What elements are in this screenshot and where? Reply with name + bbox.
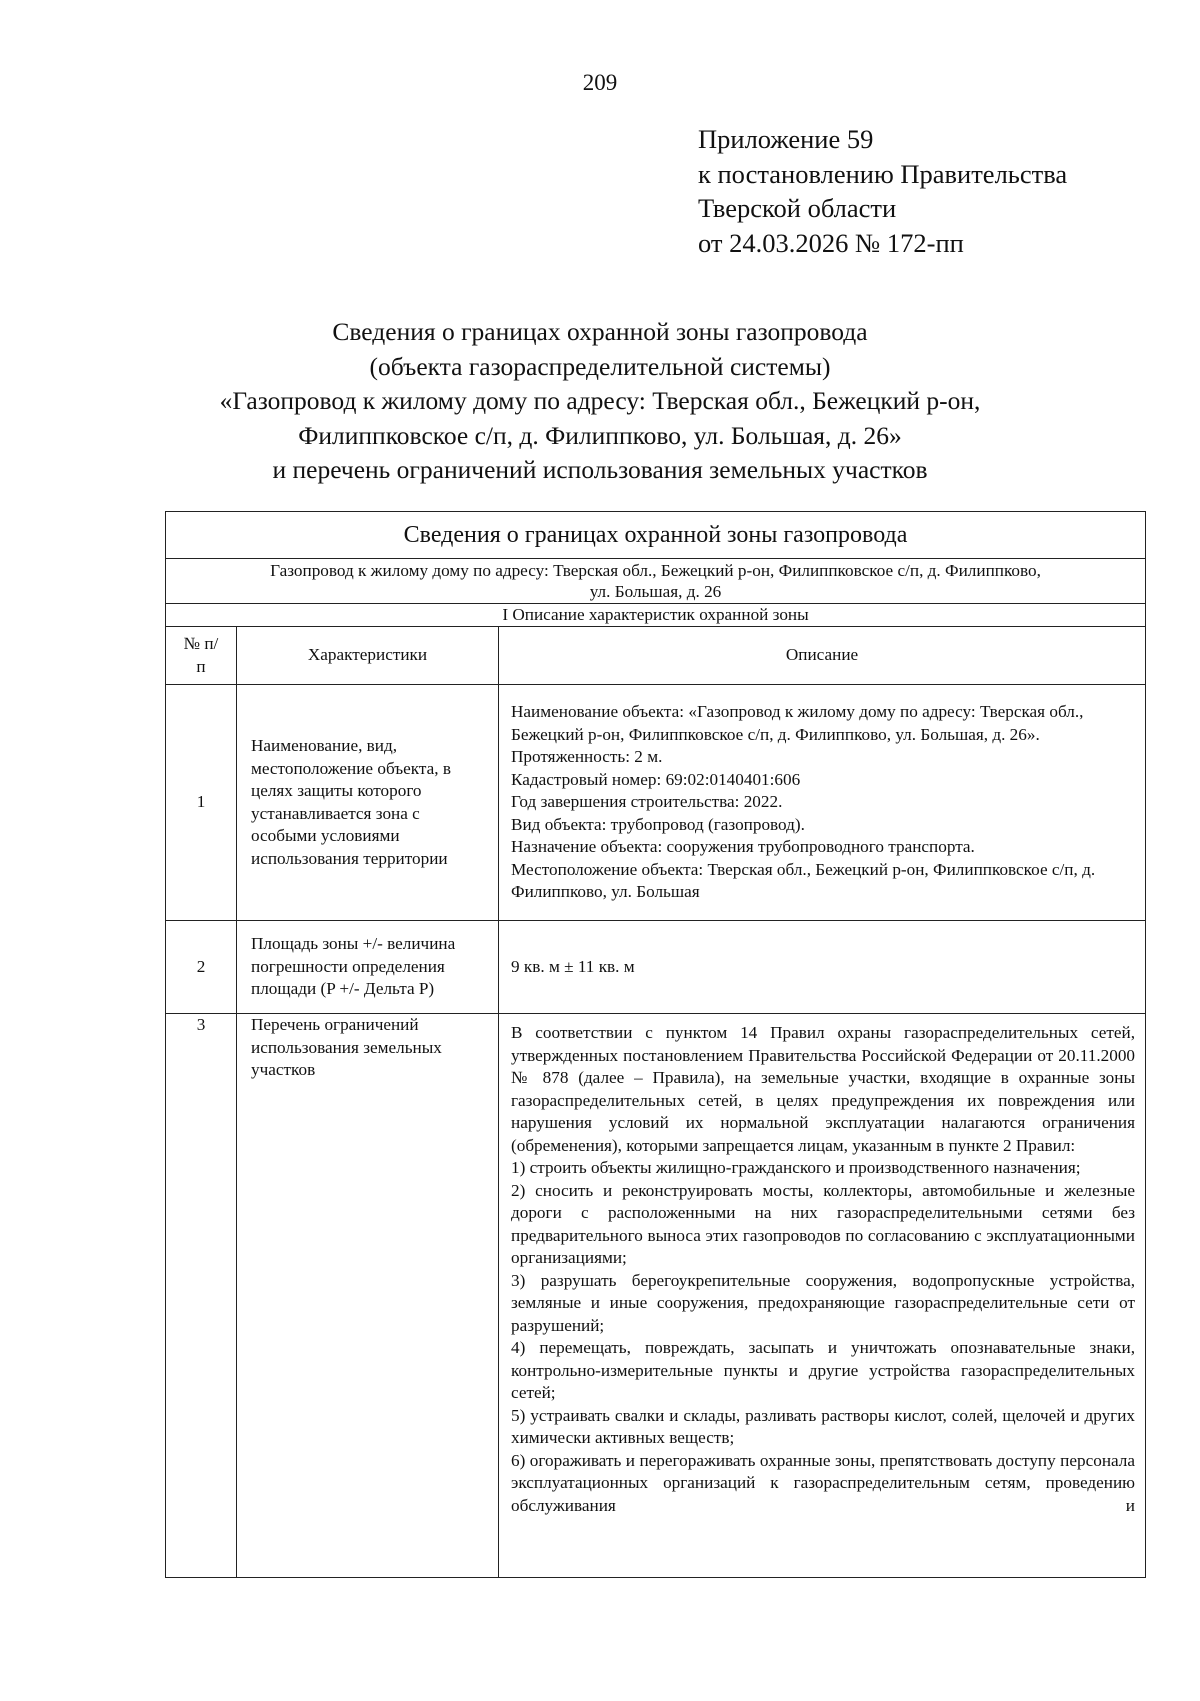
description-line: Протяженность: 2 м.: [511, 747, 663, 767]
title-line: «Газопровод к жилому дому по адресу: Тверская обл., Бежецкий р-он,: [219, 386, 981, 415]
object-name-line: ул. Большая, д. 26: [589, 582, 722, 601]
page-number: 209: [582, 70, 618, 95]
column-header-characteristics: Характеристики: [237, 627, 499, 685]
description-line: Вид объекта: трубопровод (газопровод).: [511, 814, 805, 834]
description-line: Кадастровый номер: 69:02:0140401:606: [511, 769, 801, 789]
row-number: 3: [166, 1014, 237, 1578]
object-name-line: Газопровод к жилому дому по адресу: Тверская обл., Бежецкий р-он, Филиппковское с/п, д. Филиппково,: [270, 561, 1041, 580]
row-description: [499, 1014, 1146, 1578]
description-line: Год завершения строительства: 2022.: [511, 792, 783, 812]
restriction-intro: В соответствии с пунктом 14 Правил охраны газораспределительных сетей, утвержденных постановлением Правительства Российской Федерации от 20.11.2000 № 878 (далее – Правила), на земельные участки, входящие в охранные зоны газораспределительных сетей, в целях предупреждения их повреждения или нарушения условий их нормальной эксплуатации налагаются ограничения (обременения), которыми запрещается лицам, указанным в пункте 2 Правил:: [511, 1023, 1136, 1155]
row-characteristic: Площадь зоны +/- величина погрешности определения площади (P +/- Дельта P): [237, 921, 499, 1014]
row-description: 9 кв. м ± 11 кв. м: [499, 921, 1146, 1014]
table-row: [166, 921, 1146, 1014]
document-title: [0, 315, 1200, 488]
row-number: 2: [166, 921, 237, 1014]
row-description: [499, 685, 1146, 921]
description-line: Наименование объекта: «Газопровод к жилому дому по адресу: Тверская обл., Бежецкий р-он, Филиппковское с/п, д. Филиппково, ул. Большая, д. 26».: [511, 702, 1084, 744]
table-row: [166, 685, 1146, 921]
section-title: I Описание характеристик охранной зоны: [166, 604, 1146, 627]
restriction-item: 4) перемещать, повреждать, засыпать и уничтожать опознавательные знаки, контрольно-измерительные пункты и другие устройства газораспределительных сетей;: [511, 1338, 1136, 1402]
restriction-item: 2) сносить и реконструировать мосты, коллекторы, автомобильные и железные дороги с расположенными на них газораспределительными сетями без предварительного выноса этих газопроводов по согласованию с эксплуатационными организациями;: [511, 1180, 1136, 1267]
restriction-item: 1) строить объекты жилищно-гражданского и производственного назначения;: [511, 1158, 1081, 1177]
title-line: и перечень ограничений использования земельных участков: [272, 455, 928, 484]
title-line: Сведения о границах охранной зоны газопровода: [332, 317, 868, 346]
section-row: [166, 604, 1146, 627]
table-row: [166, 1014, 1146, 1578]
object-name-cell: [166, 559, 1146, 604]
column-header-row: [166, 627, 1146, 685]
restriction-item: 5) устраивать свалки и склады, разливать растворы кислот, солей, щелочей и других химически активных веществ;: [511, 1405, 1136, 1447]
row-characteristic: Перечень ограничений использования земельных участков: [237, 1014, 499, 1578]
appendix-line: к постановлению Правительства: [698, 158, 1068, 189]
table-heading: Сведения о границах охранной зоны газопровода: [166, 512, 1146, 559]
column-header-description: Описание: [499, 627, 1146, 685]
appendix-line: Приложение 59: [698, 124, 874, 154]
appendix-line: от 24.03.2026 № 172-пп: [698, 227, 964, 258]
restriction-item: 3) разрушать берегоукрепительные сооружения, водопропускные устройства, земляные и иные сооружения, предохраняющие газораспределительные сети от разрушений;: [511, 1270, 1136, 1335]
table-heading-row: [166, 512, 1146, 559]
row-number: 1: [166, 685, 237, 921]
appendix-line: Тверской области: [698, 193, 897, 223]
description-line: Назначение объекта: сооружения трубопроводного транспорта.: [511, 837, 975, 857]
row-characteristic: Наименование, вид, местоположение объекта, в целях защиты которого устанавливается зона с особыми условиями использования территории: [237, 685, 499, 921]
column-header-number: № п/п: [166, 627, 237, 685]
title-line: Филиппковское с/п, д. Филиппково, ул. Большая, д. 26»: [298, 420, 902, 450]
title-line: (объекта газораспределительной системы): [369, 351, 831, 381]
zone-info-table: [165, 511, 1146, 1578]
appendix-block: [698, 122, 1067, 260]
restriction-item: 6) огораживать и перегораживать охранные зоны, препятствовать доступу персонала эксплуатационных организаций к газораспределительным сетям, проведению обслуживания и: [511, 1450, 1136, 1515]
object-row: [166, 559, 1146, 604]
description-line: Местоположение объекта: Тверская обл., Бежецкий р-он, Филиппковское с/п, д. Филиппково, ул. Большая: [511, 859, 1096, 902]
